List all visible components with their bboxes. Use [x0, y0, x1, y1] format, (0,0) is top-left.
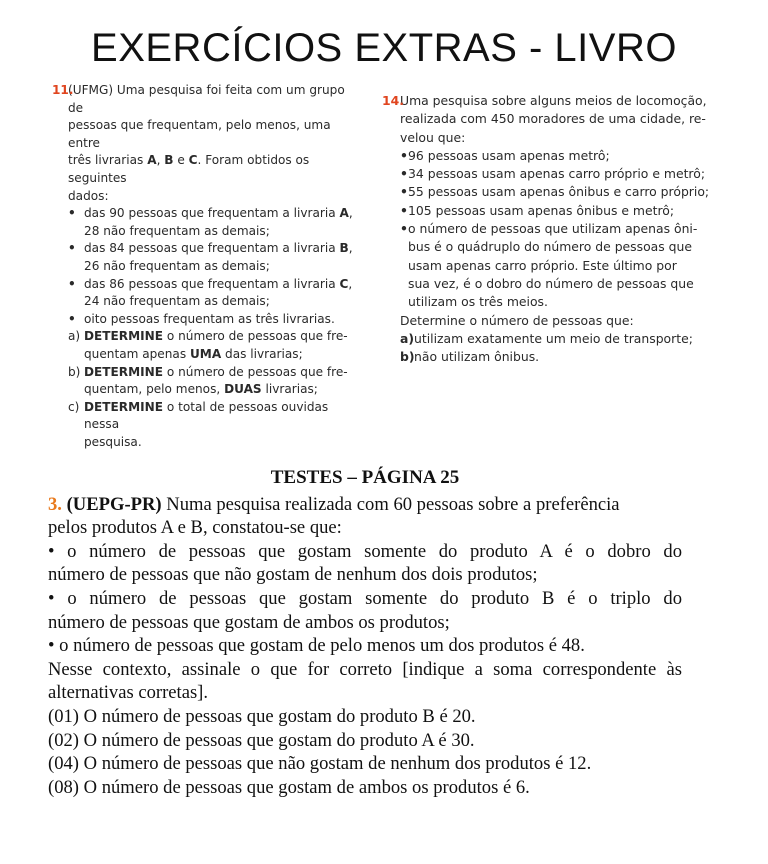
t3-context-1: Nesse contexto, assinale o que for correto [indique a soma correspondente às [48, 658, 682, 680]
q14-line-2: realizada com 450 moradores de uma cidade, re- [400, 111, 706, 127]
q11-intro-3b: . Foram obtidos os seguintes [68, 153, 310, 185]
q14-item-a [382, 330, 717, 348]
item-bold: B [339, 241, 349, 256]
list-item [382, 220, 717, 311]
item-text: 105 pessoas usam apenas ônibus e metrô; [408, 202, 675, 218]
t3-option-01: (01) O número de pessoas que gostam do produto B é 20. [48, 705, 476, 727]
t3-bullet-2a: • o número de pessoas que gostam somente do produto B é o triplo do [48, 587, 682, 609]
item-text: , [348, 206, 353, 221]
q11-number: 11. [52, 83, 74, 97]
item-text: das 90 pessoas que frequentam a livraria [84, 206, 340, 221]
item-text: oito pessoas frequentam as três livrarias. [84, 311, 335, 326]
list-item [382, 183, 717, 201]
item-text: 34 pessoas usam apenas carro próprio e metrô; [408, 166, 706, 182]
list-item [382, 165, 717, 183]
q14-number: 14. [382, 93, 404, 108]
item-text: quentam apenas [84, 346, 190, 361]
q11-item-b [52, 364, 362, 399]
t3-context-2: alternativas corretas]. [48, 682, 209, 704]
question-14 [382, 92, 717, 366]
item-letter: a) [68, 329, 81, 344]
t3-bullet-3: • o número de pessoas que gostam de pelo menos um dos produtos é 48. [48, 635, 585, 657]
item-letter: b) [68, 364, 81, 379]
t3-line-2: pelos produtos A e B, constatou-se que: [48, 517, 342, 539]
item-text: pesquisa. [84, 434, 142, 449]
t3-number: 3. [48, 493, 62, 515]
t3-source: (UEPG-PR) [66, 493, 162, 515]
bullet: • [68, 311, 76, 326]
q11-data-list [52, 205, 362, 328]
testes-section [48, 466, 682, 799]
list-item [382, 147, 717, 165]
bullet: • [400, 184, 408, 200]
t3-text: Numa pesquisa realizada com 60 pessoas sobre a preferência [161, 493, 620, 515]
item-text: usam apenas carro próprio. Este último por [408, 257, 677, 273]
q11-intro-1: Uma pesquisa foi feita com um grupo de [68, 83, 345, 115]
item-bold: DUAS [224, 382, 262, 397]
q14-determine: Determine o número de pessoas que: [400, 312, 634, 328]
item-text: utilizam exatamente um meio de transporte; [414, 330, 693, 346]
item-text: 96 pessoas usam apenas metrô; [408, 147, 610, 163]
t3-line-1 [48, 493, 682, 517]
item-text: bus é o quádruplo do número de pessoas que [408, 239, 693, 255]
q11-item-a [52, 328, 362, 363]
list-item [382, 202, 717, 220]
item-letter: b) [400, 349, 415, 365]
item-text: sua vez, é o dobro do número de pessoas que [408, 275, 694, 291]
q11-intro-3a: três livrarias [68, 153, 148, 168]
item-text: , [348, 276, 353, 291]
bullet: • [400, 147, 408, 163]
bullet: • [68, 206, 76, 221]
item-text: o total de pessoas ouvidas nessa [84, 399, 329, 432]
item-text: o número de pessoas que utilizam apenas ôni- [408, 221, 698, 237]
item-bold: UMA [189, 346, 222, 361]
item-letter: c) [68, 399, 80, 414]
bullet: • [400, 202, 408, 218]
list-item [52, 311, 362, 329]
item-text: 24 não frequentam as demais; [84, 294, 270, 309]
item-text: livrarias; [261, 382, 318, 397]
bullet: • [400, 166, 408, 182]
question-11 [52, 82, 362, 451]
item-letter: a) [400, 330, 415, 346]
q14-data-list [382, 147, 717, 312]
page-title: EXERCÍCIOS EXTRAS - LIVRO [91, 26, 677, 70]
bullet: • [68, 276, 76, 291]
t3-bullet-1a: • o número de pessoas que gostam somente do produto A é o dobro do [48, 540, 682, 562]
item-text: quentam, pelo menos, [84, 382, 225, 397]
q11-comma: , [156, 153, 165, 168]
item-text: 28 não frequentam as demais; [84, 223, 270, 238]
item-text: 26 não frequentam as demais; [84, 258, 270, 273]
item-text: das 86 pessoas que frequentam a livraria [84, 276, 340, 291]
item-text: não utilizam ônibus. [414, 349, 540, 365]
q11-intro-4: dados: [68, 188, 109, 203]
q11-item-c [52, 399, 362, 452]
q14-item-b [382, 348, 717, 366]
item-text: utilizam os três meios. [408, 294, 548, 310]
q14-statement [382, 92, 717, 147]
q14-line-3: velou que: [400, 129, 466, 145]
list-item [52, 240, 362, 275]
item-text: 55 pessoas usam apenas ônibus e carro próprio; [408, 184, 710, 200]
t3-bullet-1b: número de pessoas que não gostam de nenhum dos dois produtos; [48, 564, 538, 586]
item-text: o número de pessoas que fre- [163, 329, 348, 344]
t3-option-02: (02) O número de pessoas que gostam do produto A é 30. [48, 729, 475, 751]
store-c: C [188, 153, 198, 168]
item-bold: A [339, 206, 349, 221]
store-a: A [147, 153, 157, 168]
bullet: • [68, 241, 76, 256]
bullet: • [400, 221, 408, 237]
t3-option-08: (08) O número de pessoas que gostam de ambos os produtos é 6. [48, 776, 530, 798]
item-text: o número de pessoas que fre- [163, 364, 348, 379]
q11-source: (UFMG) [68, 83, 114, 97]
list-item [52, 205, 362, 240]
item-bold: C [339, 276, 349, 291]
t3-option-04: (04) O número de pessoas que não gostam de nenhum dos produtos é 12. [48, 753, 592, 775]
store-b: B [164, 153, 174, 168]
list-item [52, 276, 362, 311]
item-text: , [348, 241, 353, 256]
item-bold: DETERMINE [84, 364, 164, 379]
testes-title: TESTES – PÁGINA 25 [270, 467, 460, 488]
item-bold: DETERMINE [84, 399, 164, 414]
item-text: das 84 pessoas que frequentam a livraria [84, 241, 340, 256]
item-bold: DETERMINE [84, 329, 164, 344]
q11-statement [52, 82, 362, 205]
q11-and: e [173, 153, 189, 168]
q11-intro-2: pessoas que frequentam, pelo menos, uma entre [68, 118, 331, 150]
t3-bullet-2b: número de pessoas que gostam de ambos os produtos; [48, 611, 450, 633]
q14-line-1: Uma pesquisa sobre alguns meios de locomoção, [400, 93, 707, 108]
item-text: das livrarias; [221, 346, 303, 361]
